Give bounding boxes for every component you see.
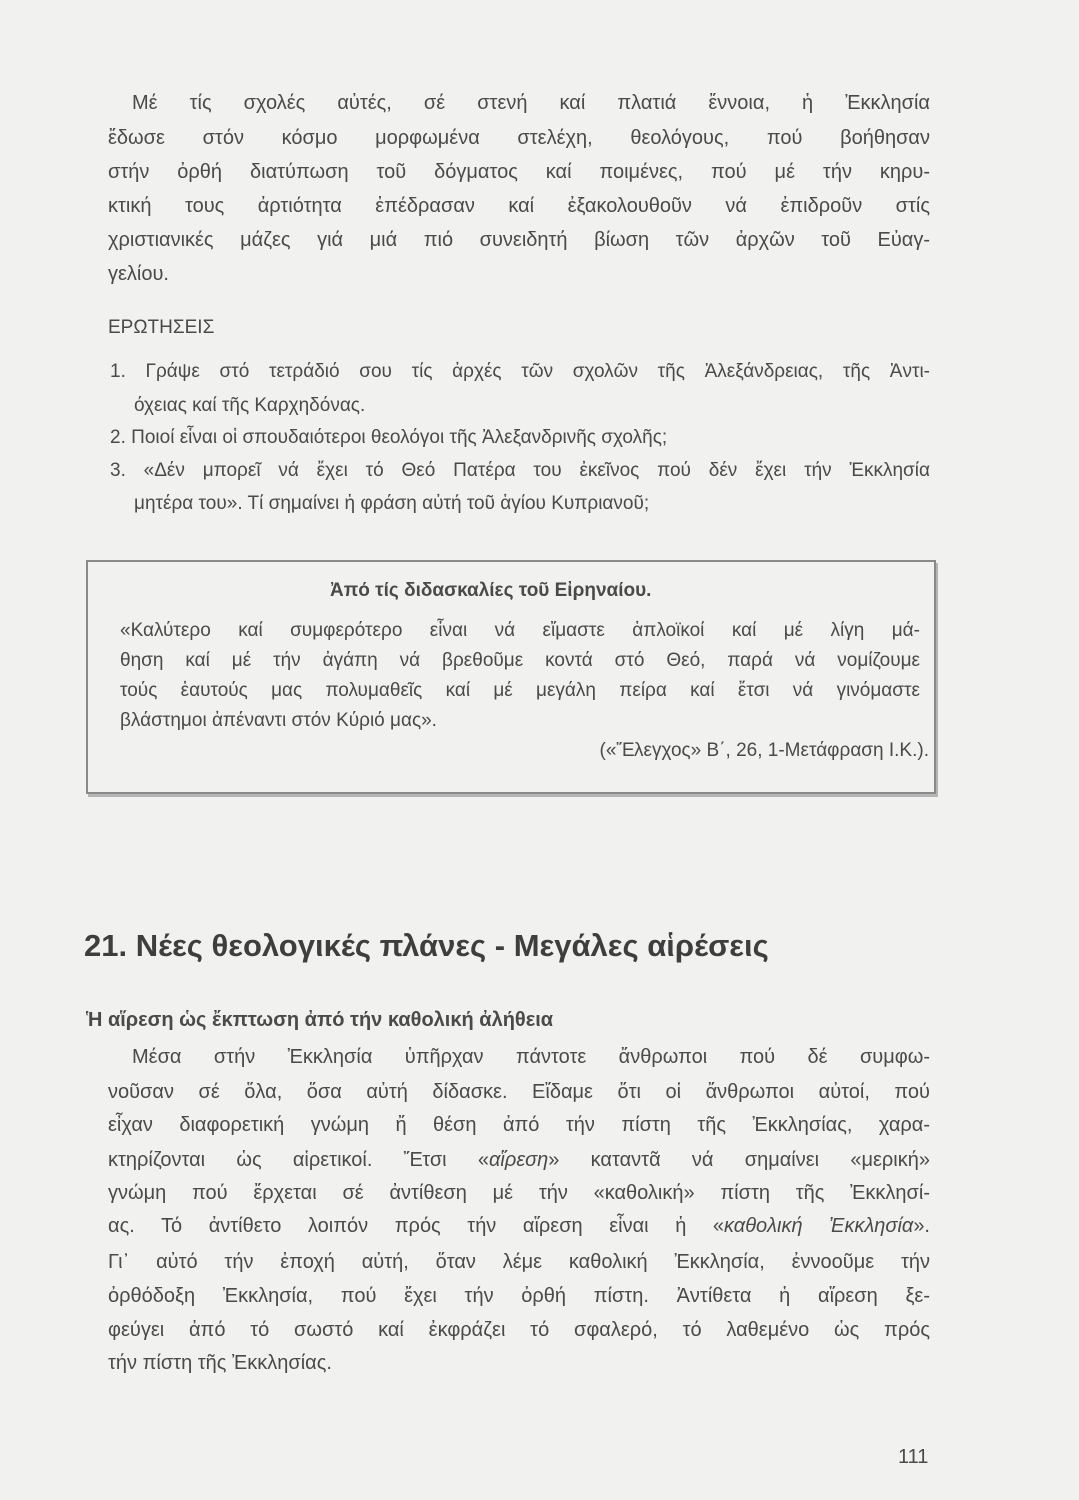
text-segment: ». — [913, 1215, 930, 1237]
quote-box-title: Ἀπό τίς διδασκαλίες τοῦ Εἰρηναίου. — [330, 580, 652, 601]
text-line: εἶχαν διαφορετική γνώμη ἤ θέση ἀπό τήν πίστη τῆς Ἐκκλησίας, χαρα- — [108, 1114, 930, 1136]
text-line: νοῦσαν σέ ὅλα, ὅσα αὐτή δίδασκε. Εἴδαμε ὅτι οἱ ἄνθρωποι αὐτοί, πού — [108, 1081, 930, 1103]
text-line: ἔδωσε στόν κόσμο μορφωμένα στελέχη, θεολόγους, πού βοήθησαν — [108, 127, 930, 149]
emphasis-text: καθολική Ἐκκλησία — [724, 1215, 914, 1237]
text-line: χριστιανικές μάζες γιά μιά πιό συνειδητή βίωση τῶν ἀρχῶν τοῦ Εὐαγ- — [108, 229, 930, 251]
text-line: κτική τους ἀρτιότητα ἐπέδρασαν καί ἐξακολουθοῦν νά ἐπιδροῦν στίς — [108, 195, 930, 217]
text-segment: κτηρίζονται ὡς αἱρετικοί. Ἔτσι « — [108, 1149, 490, 1171]
text-segment: » καταντᾶ νά σημαίνει «μερική» — [548, 1149, 930, 1171]
question-line: όχειας καί τῆς Καρχηδόνας. — [134, 395, 366, 416]
quote-citation: («Ἔλεγχος» Β΄, 26, 1-Μετάφραση Ι.Κ.). — [599, 740, 929, 761]
chapter-subtitle: Ἡ αἵρεση ὡς ἔκπτωση ἀπό τήν καθολική ἀλήθεια — [86, 1009, 554, 1031]
page-number: 111 — [898, 1446, 929, 1468]
text-line — [108, 1214, 930, 1238]
chapter-title: 21. Νέες θεολογικές πλάνες - Μεγάλες αἱρέσεις — [84, 928, 769, 963]
text-line: στήν ὀρθή διατύπωση τοῦ δόγματος καί ποιμένες, πού μέ τήν κηρυ- — [108, 161, 930, 183]
question-line: 1. Γράψε στό τετράδιό σου τίς ἀρχές τῶν σχολῶν τῆς Ἀλεξάνδρειας, τῆς Ἀντι- — [110, 361, 930, 382]
text-line: τήν πίστη τῆς Ἐκκλησίας. — [108, 1352, 332, 1374]
quote-line: θηση καί μέ τήν ἀγάπη νά βρεθοῦμε κοντά στό Θεό, παρά νά νομίζουμε — [120, 650, 920, 671]
quote-line: βλάστημοι ἀπέναντι στόν Κύριό μας». — [120, 710, 437, 731]
text-line: φεύγει ἀπό τό σωστό καί ἐκφράζει τό σφαλερό, τό λαθεμένο ὡς πρός — [108, 1319, 930, 1341]
question-line: μητέρα του». Τί σημαίνει ἡ φράση αὐτή τοῦ ἁγίου Κυπριανοῦ; — [134, 493, 650, 514]
text-line: Μέ τίς σχολές αὐτές, σέ στενή καί πλατιά ἔννοια, ἡ Ἐκκλησία — [132, 92, 930, 114]
text-line: γελίου. — [108, 263, 169, 285]
quote-line: τούς ἑαυτούς μας πολυμαθεῖς καί μέ μεγάλη πείρα καί ἔτσι νά γινόμαστε — [120, 680, 920, 701]
emphasis-text: αἵρεση — [489, 1149, 549, 1171]
question-line: 2. Ποιοί εἶναι οἱ σπουδαιότεροι θεολόγοι τῆς Ἀλεξανδρινῆς σχολῆς; — [110, 427, 668, 448]
text-segment: ας. Τό ἀντίθετο λοιπόν πρός τήν αἵρεση εἶναι ἡ « — [108, 1215, 725, 1237]
text-line: ὀρθόδοξη Ἐκκλησία, πού ἔχει τήν ὀρθή πίστη. Ἀντίθετα ἡ αἵρεση ξε- — [108, 1285, 930, 1307]
questions-heading: ΕΡΩΤΗΣΕΙΣ — [108, 317, 215, 338]
text-line: γνώμη πού ἔρχεται σέ ἀντίθεση μέ τήν «καθολική» πίστη τῆς Ἐκκλησί- — [108, 1182, 930, 1204]
text-line: Γι᾽ αὐτό τήν ἐποχή αὐτή, ὅταν λέμε καθολική Ἐκκλησία, ἐννοοῦμε τήν — [108, 1251, 930, 1273]
quote-line: «Καλύτερο καί συμφερότερο εἶναι νά εἴμαστε ἁπλοϊκοί καί μέ λίγη μά- — [120, 620, 920, 641]
text-line: Μέσα στήν Ἐκκλησία ὑπῆρχαν πάντοτε ἄνθρωποι πού δέ συμφω- — [132, 1046, 930, 1068]
text-line — [108, 1148, 930, 1172]
question-line: 3. «Δέν μπορεῖ νά ἔχει τό Θεό Πατέρα του ἐκεῖνος πού δέν ἔχει τήν Ἐκκλησία — [110, 460, 930, 481]
